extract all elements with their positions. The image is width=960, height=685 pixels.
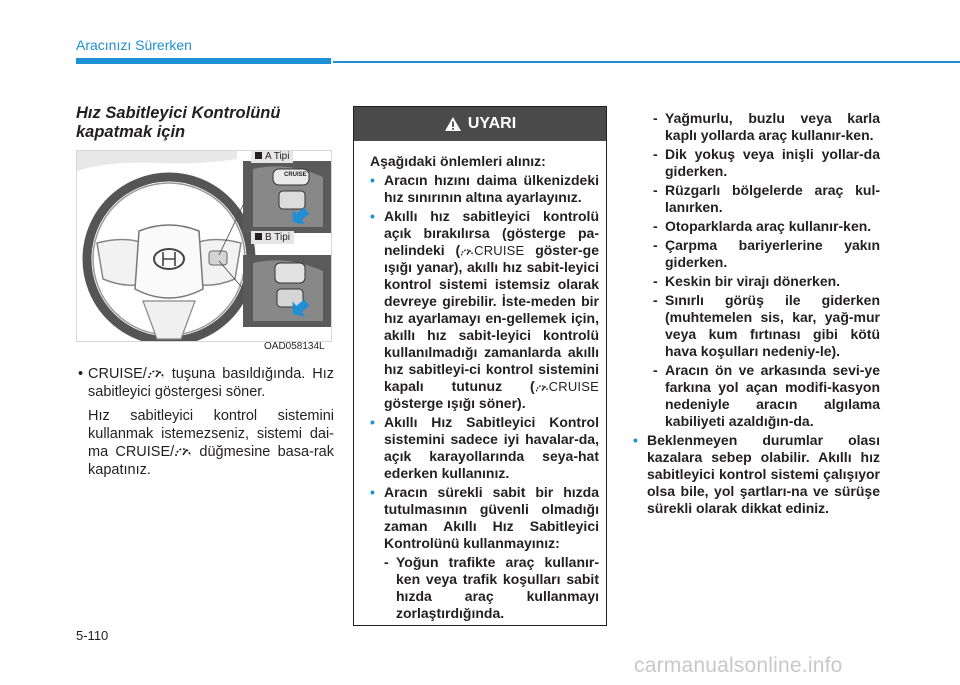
cruise-off-bullet (76, 365, 334, 401)
figure-label-b (251, 231, 294, 244)
cruise-speedometer-icon (147, 365, 165, 381)
bullet-dot-icon: • (370, 484, 375, 500)
condition-text: Keskin bir virajı dönerken. (665, 273, 841, 289)
figure-label-b-text: B Tipi (265, 232, 291, 243)
dash-marker: - (653, 182, 658, 198)
warning-box (353, 106, 607, 626)
bullet-dot-icon: • (370, 172, 375, 188)
bullet-text-post: tuşuna basıldığında. Hız sabitleyici göstergesi söner. (88, 366, 334, 400)
cruise-off-paragraph (76, 407, 334, 479)
warning-item-text: Beklenmeyen durumlar olası kazalara sebep olabilir. Akıllı hız sabitleyici kontrol sistemi çalışıyor olsa bile, yol şartları-na ve sürüşe sürekli olarak dikkat ediniz. (647, 432, 880, 516)
dash-marker: - (653, 273, 658, 289)
warning-body (354, 141, 606, 622)
dash-marker: - (653, 110, 658, 126)
bullet-dot-icon: • (370, 208, 375, 224)
condition-text: Aracın ön ve arkasında sevi-ye farkına yol açan modifi-kasyon nedeniyle aracın algılama kabiliyeti azaldığın-da. (665, 362, 880, 429)
square-marker-icon (255, 152, 262, 159)
header-rule-thin (333, 61, 960, 63)
warning-item-text-pre: Akıllı hız sabitleyici kontrolü açık bırakılırsa (gösterge pa-nelindeki ( (384, 208, 599, 258)
figure-code: OAD058134L (264, 341, 325, 352)
header-title: Aracınızı Sürerken (76, 37, 192, 53)
condition-text: Çarpma bariyerlerine yakın giderken. (665, 237, 880, 270)
steering-wheel-illustration (77, 151, 332, 342)
condition-item (633, 273, 880, 290)
warning-item-text-post: gösterge ışığı söner). (384, 395, 526, 411)
condition-text: Otoparklarda araç kullanır-ken. (665, 218, 872, 234)
figure-label-a (251, 150, 293, 163)
condition-item (633, 292, 880, 360)
warning-item (370, 172, 599, 206)
warning-item (370, 208, 599, 412)
warning-item-text: Akıllı Hız Sabitleyici Kontrol sistemini sadece iyi havalar-da, açık karayollarında seya-hat ederken kullanınız. (384, 414, 599, 481)
page-number: 5-110 (76, 628, 109, 643)
bullet-dot-icon: • (78, 366, 84, 382)
condition-text: Dik yokuş veya inişli yollar-da giderken. (665, 146, 880, 179)
condition-text: Sınırlı görüş ile giderken (muhtemelen sis, kar, yağ-mur veya kum fırtınası gibi kötü hava koşulları nedeniy-le). (665, 292, 880, 359)
warning-triangle-icon (444, 116, 462, 132)
steering-wheel-figure (76, 150, 332, 342)
dash-marker: - (653, 237, 658, 253)
condition-item (633, 237, 880, 271)
condition-item (633, 182, 880, 216)
cruise-speedometer-icon (535, 381, 549, 394)
condition-item (633, 146, 880, 180)
para-text-pre: Hız sabitleyici kontrol sistemini kullanmak istemezseniz, sistemi dai-ma CRUISE/ (88, 408, 334, 460)
warning-heading: UYARI (467, 115, 517, 132)
condition-item (633, 218, 880, 235)
warning-intro: Aşağıdaki önlemleri alınız: (370, 153, 546, 169)
dash-marker: - (653, 218, 658, 234)
square-marker-icon (255, 233, 262, 240)
condition-text: Rüzgarlı bölgelerde araç kul-lanırken. (665, 182, 880, 215)
figure-label-a-text: A Tipi (265, 151, 290, 162)
warning-item-text: Aracın sürekli sabit bir hızda tutulmasının güvenli olmadığı zaman Akıllı Hız Sabitleyici Kontrolünü kullanmayınız: (384, 484, 599, 551)
warning-dash-item (370, 554, 599, 622)
warning-item (633, 432, 880, 517)
warning-item (370, 414, 599, 482)
dash-marker: - (653, 292, 658, 308)
warning-item (370, 484, 599, 552)
warning-header (354, 107, 606, 141)
cruise-indicator-label: CRUISE (474, 243, 525, 258)
para-text-post: düğmesine basa-rak kapatınız. (88, 444, 334, 478)
warning-continuation (633, 110, 880, 517)
bullet-text-pre: CRUISE/ (88, 366, 147, 382)
dash-marker: - (653, 146, 658, 162)
condition-item (633, 362, 880, 430)
bullet-dot-icon: • (370, 414, 375, 430)
condition-item (633, 110, 880, 144)
cruise-speedometer-icon (460, 245, 474, 258)
cruise-indicator-label: CRUISE (548, 379, 599, 394)
condition-text: Yağmurlu, buzlu veya karla kaplı yollarda araç kullanır-ken. (665, 110, 880, 143)
left-body-text (76, 365, 334, 479)
dash-marker: - (653, 362, 658, 378)
dash-marker: - (384, 554, 389, 570)
warning-item-text-mid: göster-ge ışığı yanar), akıllı hız sabit-leyici kontrol sistemi istemsiz olarak devreye girebilir. İste-meden bir hız ayarlamayı en-gellemek için, akıllı hız sabit-leyici kontrolü kullanılmadığı zamanlarda akıllı hız sabitleyi-ci kontrol sistemini kapalı tutunuz ( (384, 242, 599, 394)
warning-item-text: Aracın hızını daima ülkenizdeki hız sınırının altına ayarlayınız. (384, 172, 599, 205)
header-rule-thick (76, 58, 331, 64)
cruise-speedometer-icon (174, 443, 192, 459)
bullet-dot-icon: • (633, 432, 638, 448)
warning-dash-text: Yoğun trafikte araç kullanır-ken veya trafik koşulları sabit hızda araç kullanmayı zorlaştırdığında. (396, 554, 599, 621)
watermark: carmanualsonline.info (634, 654, 843, 677)
inset-cruise-button-text: CRUISE (284, 172, 307, 178)
section-title: Hız Sabitleyici Kontrolünü kapatmak için (76, 104, 281, 141)
